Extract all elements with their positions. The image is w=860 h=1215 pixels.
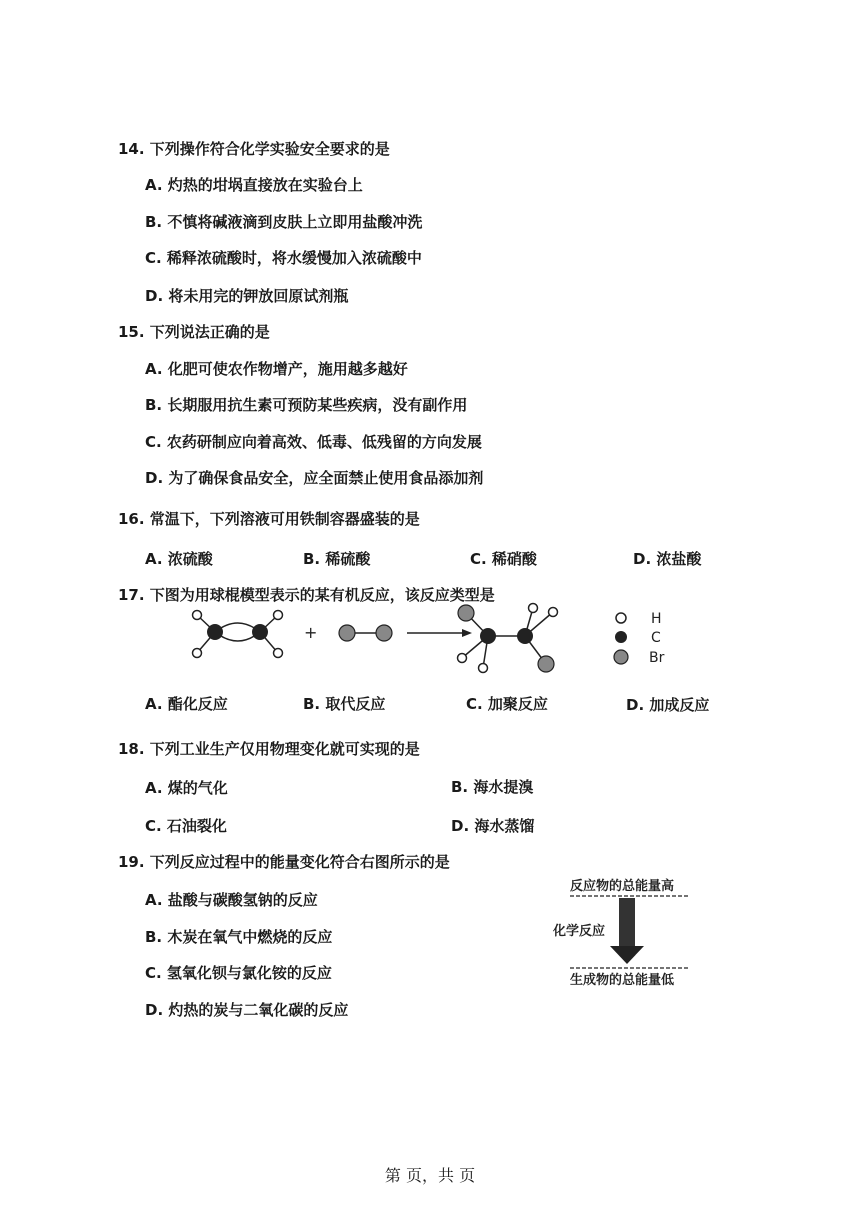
question-18-option-b: B. 海水提溴	[451, 778, 534, 796]
legend-carbon-icon	[615, 631, 627, 643]
question-15-option-a: A. 化肥可使农作物增产，施用越多越好	[145, 360, 408, 378]
question-19-option-b: B. 木炭在氧气中燃烧的反应	[145, 928, 333, 946]
question-15-option-b: B. 长期服用抗生素可预防某些疾病，没有副作用	[145, 396, 468, 414]
question-17-option-c: C. 加聚反应	[466, 695, 548, 713]
question-15-option-c: C. 农药研制应向着高效、低毒、低残留的方向发展	[145, 433, 482, 451]
question-17-option-b: B. 取代反应	[303, 695, 386, 713]
legend-label-c: C	[651, 630, 661, 646]
reaction-ball-stick-diagram	[170, 596, 730, 686]
page-footer: 第 页，共 页	[384, 1166, 476, 1185]
question-19-option-a: A. 盐酸与碳酸氢钠的反应	[145, 891, 318, 909]
question-14-option-a: A. 灼热的坩埚直接放在实验台上	[145, 176, 363, 194]
question-16-stem: 16. 常温下，下列溶液可用铁制容器盛装的是	[118, 510, 420, 528]
dibromoethane-molecule	[458, 604, 558, 673]
ethylene-molecule	[193, 611, 283, 658]
question-14-option-d: D. 将未用完的钾放回原试剂瓶	[145, 287, 349, 305]
question-17-stem: 17. 下图为用球棍模型表示的某有机反应，该反应类型是	[118, 586, 495, 604]
legend-hydrogen-icon	[616, 613, 626, 623]
question-18-stem: 18. 下列工业生产仅用物理变化就可实现的是	[118, 740, 420, 758]
question-14-stem: 14. 下列操作符合化学实验安全要求的是	[118, 140, 390, 158]
question-18-option-c: C. 石油裂化	[145, 817, 227, 835]
reactant-energy-label: 反应物的总能量高	[570, 879, 675, 894]
bromine-molecule	[339, 625, 392, 641]
question-19-option-d: D. 灼热的炭与二氧化碳的反应	[145, 1001, 349, 1019]
question-16-option-a: A. 浓硫酸	[145, 550, 213, 568]
plus-sign: +	[304, 623, 318, 642]
legend-label-h: H	[651, 611, 662, 627]
question-16-option-d: D. 浓盐酸	[633, 550, 702, 568]
question-19-option-c: C. 氢氧化钡与氯化铵的反应	[145, 964, 332, 982]
question-16-option-b: B. 稀硫酸	[303, 550, 371, 568]
question-18-option-d: D. 海水蒸馏	[451, 817, 535, 835]
question-14-option-c: C. 稀释浓硫酸时，将水缓慢加入浓硫酸中	[145, 249, 422, 267]
product-energy-label: 生成物的总能量低	[570, 973, 675, 988]
reaction-arrow-icon	[407, 629, 472, 637]
atom-legend	[614, 611, 665, 666]
question-17-option-d: D. 加成反应	[626, 696, 710, 714]
question-17-option-a: A. 酯化反应	[145, 695, 228, 713]
energy-change-diagram	[548, 872, 698, 992]
legend-label-br: Br	[649, 650, 665, 666]
question-19-stem: 19. 下列反应过程中的能量变化符合右图所示的是	[118, 853, 450, 871]
question-16-option-c: C. 稀硝酸	[470, 550, 537, 568]
question-15-option-d: D. 为了确保食品安全，应全面禁止使用食品添加剂	[145, 469, 484, 487]
question-14-option-b: B. 不慎将碱液滴到皮肤上立即用盐酸冲洗	[145, 213, 423, 231]
down-arrow-icon	[610, 898, 644, 964]
question-18-option-a: A. 煤的气化	[145, 779, 228, 797]
reaction-label: 化学反应	[553, 924, 606, 939]
question-15-stem: 15. 下列说法正确的是	[118, 323, 270, 341]
legend-bromine-icon	[614, 650, 628, 664]
